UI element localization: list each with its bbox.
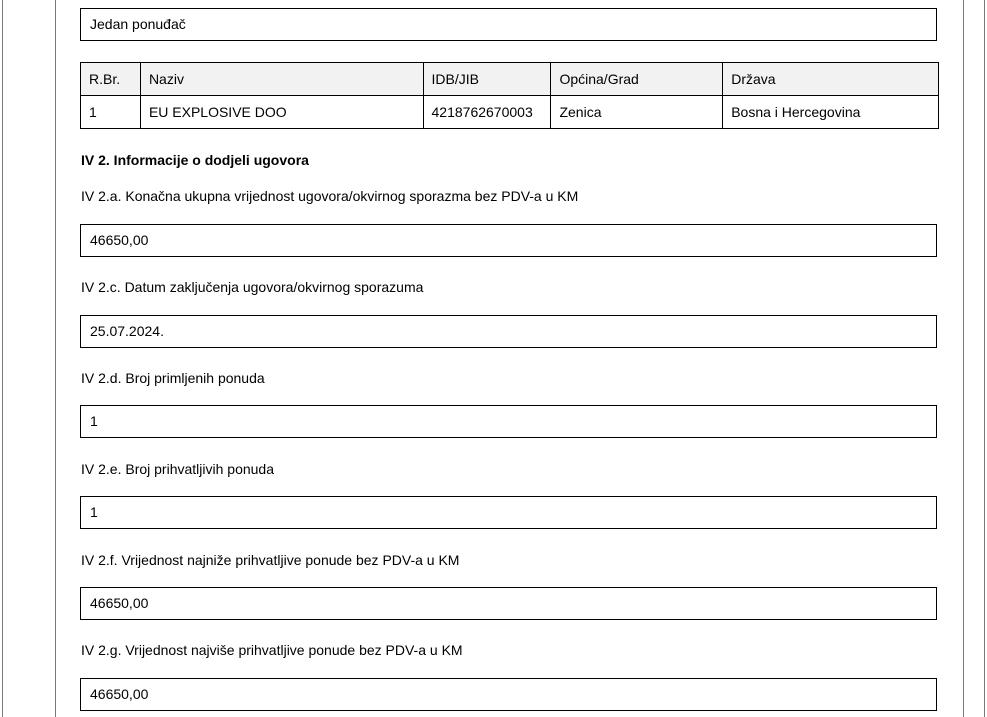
contract-value-field: 46650,00 [80,224,937,257]
cell-country: Bosna i Hercegovina [723,96,939,129]
acceptable-offers-label: IV 2.e. Broj prihvatljivih ponuda [81,461,274,477]
cell-number: 1 [81,96,141,129]
viewer-left-edge [2,0,3,717]
viewer-right-edge [984,0,985,717]
cell-id: 4218762670003 [423,96,551,129]
bidders-table [80,62,939,129]
header-number: R.Br. [81,63,141,96]
acceptable-offers-field: 1 [80,496,937,529]
table-header-row [81,63,939,96]
bidder-type-field: Jedan ponuđač [80,8,937,41]
header-name: Naziv [140,63,423,96]
header-id: IDB/JIB [423,63,551,96]
contract-value-label: IV 2.a. Konačna ukupna vrijednost ugovora/okvirnog sporazma bez PDV-a u KM [81,188,579,204]
highest-offer-field: 46650,00 [80,678,937,711]
highest-offer-label: IV 2.g. Vrijednost najviše prihvatljive ponude bez PDV-a u KM [81,642,463,658]
header-municipality: Općina/Grad [551,63,723,96]
lowest-offer-label: IV 2.f. Vrijednost najniže prihvatljive ponude bez PDV-a u KM [81,552,460,568]
contract-date-label: IV 2.c. Datum zaključenja ugovora/okvirnog sporazuma [81,279,424,295]
received-offers-label: IV 2.d. Broj primljenih ponuda [81,370,265,386]
cell-name: EU EXPLOSIVE DOO [140,96,423,129]
header-country: Država [723,63,939,96]
lowest-offer-field: 46650,00 [80,587,937,620]
received-offers-field: 1 [80,405,937,438]
contract-date-field: 25.07.2024. [80,315,937,348]
section-title: IV 2. Informacije o dodjeli ugovora [81,152,309,168]
cell-municipality: Zenica [551,96,723,129]
table-row [81,96,939,129]
